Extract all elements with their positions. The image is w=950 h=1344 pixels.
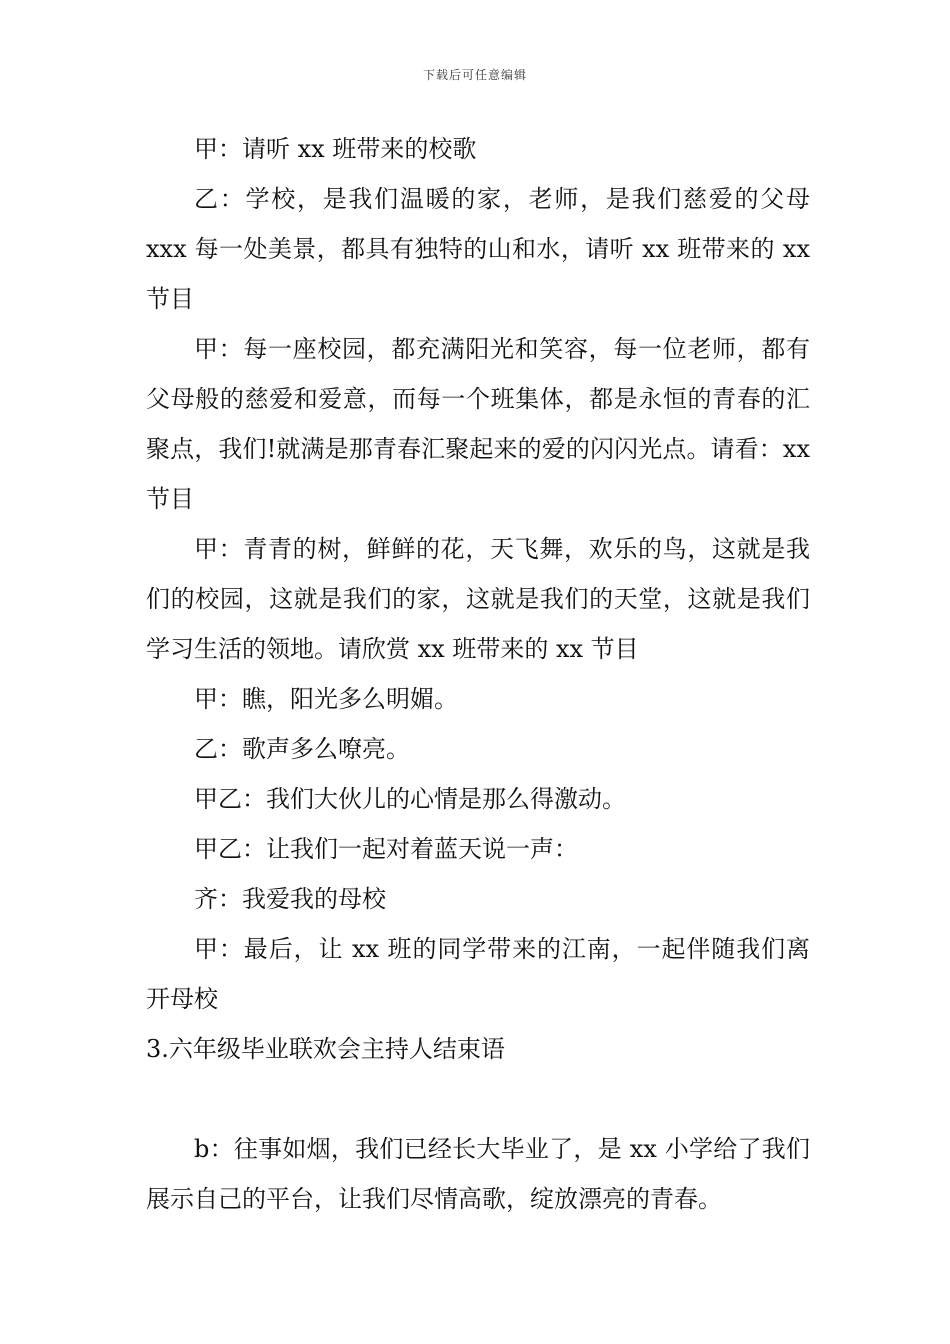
paragraph: 甲：每一座校园，都充满阳光和笑容，每一位老师，都有父母般的慈爱和爱意，而每一个班集体，都是永恒的青春的汇聚点，我们!就满是那青春汇聚起来的爱的闪闪光点。请看：xx 节目 bbox=[146, 335, 810, 513]
paragraph: 甲：最后，让 xx 班的同学带来的江南，一起伴随我们离开母校 bbox=[146, 935, 810, 1013]
paragraph: 甲：请听 xx 班带来的校歌 bbox=[194, 135, 477, 163]
paragraph: 甲乙：我们大伙儿的心情是那么得激动。 bbox=[194, 785, 626, 813]
paragraph: b：往事如烟，我们已经长大毕业了，是 xx 小学给了我们展示自己的平台，让我们尽情高歌，绽放漂亮的青春。 bbox=[146, 1135, 810, 1213]
section-heading: 3.六年级毕业联欢会主持人结束语 bbox=[146, 1035, 505, 1063]
paragraph: 乙：歌声多么嘹亮。 bbox=[194, 735, 410, 763]
document-body bbox=[146, 124, 810, 1224]
paragraph: 甲：青青的树，鲜鲜的花，天飞舞，欢乐的鸟，这就是我们的校园，这就是我们的家，这就是我们的天堂，这就是我们学习生活的领地。请欣赏 xx 班带来的 xx 节目 bbox=[146, 535, 810, 663]
paragraph: 乙：学校，是我们温暖的家，老师，是我们慈爱的父母 xxx 每一处美景，都具有独特的山和水，请听 xx 班带来的 xx 节目 bbox=[146, 185, 810, 313]
page-header: 下载后可任意编辑 bbox=[422, 68, 527, 82]
paragraph: 齐：我爱我的母校 bbox=[194, 885, 386, 913]
paragraph: 甲：瞧，阳光多么明媚。 bbox=[194, 685, 458, 713]
paragraph: 甲乙：让我们一起对着蓝天说一声： bbox=[194, 835, 578, 863]
blank-line bbox=[146, 1074, 810, 1124]
